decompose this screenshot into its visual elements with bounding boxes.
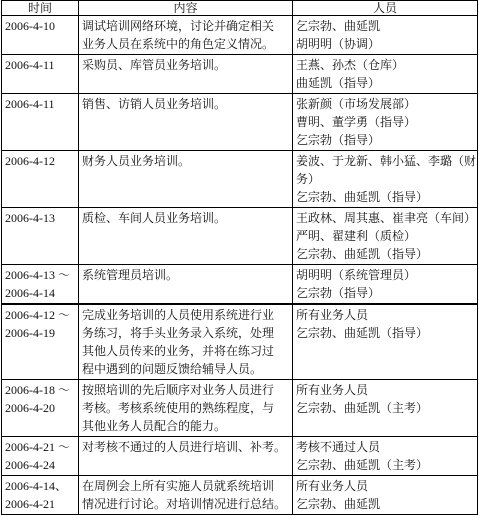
date-cell-line: 2006-4-21 ～ (5, 440, 70, 454)
content-cell (79, 151, 293, 208)
people-cell-line: 乞宗勃、曲延凯（主考） (296, 458, 429, 472)
content-cell (79, 437, 293, 476)
people-cell-line: 乞宗勃、曲延凯（指导） (296, 326, 429, 340)
table-row (2, 265, 478, 305)
date-cell (2, 16, 79, 55)
date-cell-line: 2006-4-18 ～ (5, 383, 70, 397)
people-cell (293, 94, 478, 151)
content-cell-line: 销售、访销人员业务培训。 (82, 97, 227, 111)
people-cell (293, 265, 478, 305)
content-cell-line: 其他人员传来的业务，并将在练习过 (82, 344, 275, 358)
date-cell-line: 2006-4-12 (5, 154, 55, 168)
header-row (2, 1, 478, 16)
people-cell-line: 王政林、周其惠、崔聿亮（车间） (296, 211, 477, 225)
date-cell (2, 437, 79, 476)
date-cell (2, 208, 79, 265)
content-cell (79, 476, 293, 515)
date-cell-line: 2006-4-24 (5, 458, 55, 472)
people-cell-line: 姜波、于龙新、韩小猛、李璐（财 (296, 154, 477, 168)
people-cell-line: 胡明明（系统管理员） (296, 268, 417, 282)
date-cell (2, 94, 79, 151)
training-schedule (1, 0, 477, 511)
content-cell-line: 系统管理员培训。 (82, 268, 179, 282)
date-cell (2, 304, 79, 380)
date-cell-line: 2006-4-21 (5, 497, 55, 511)
date-cell-line: 2006-4-20 (5, 401, 55, 415)
table-row (2, 94, 478, 151)
table-row (2, 380, 478, 437)
date-cell (2, 476, 79, 515)
people-cell-line: 曹明、董学勇（指导） (296, 115, 417, 129)
date-cell (2, 151, 79, 208)
date-cell-line: 2006-4-14、 (5, 479, 67, 493)
table-row (2, 437, 478, 476)
date-cell (2, 380, 79, 437)
table-row (2, 304, 478, 380)
date-cell-line: 2006-4-14 (5, 286, 55, 300)
people-cell (293, 208, 478, 265)
content-cell-line: 其他业务人员配合的能力。 (82, 419, 227, 433)
people-cell-line: 乞宗勃、曲延凯（主考） (296, 401, 429, 415)
content-cell-line: 务练习，将手头业务录入系统，处理 (82, 326, 275, 340)
date-cell-line: 2006-4-11 (5, 58, 55, 72)
date-cell-line: 2006-4-19 (5, 326, 55, 340)
people-cell-line: 乞宗勃、曲延凯 (296, 19, 381, 33)
content-cell-line: 调试培训网络环境，讨论并确定相关 (82, 19, 275, 33)
people-cell-line: 乞宗勃、曲延凯（指导） (296, 247, 429, 261)
people-cell-line: 乞宗勃、曲延凯（指导） (296, 190, 429, 204)
content-cell-line: 情况进行讨论。对培训情况进行总结。 (82, 497, 287, 511)
people-cell (293, 476, 478, 515)
header-content: 内容 (79, 1, 293, 16)
date-cell-line: 2006-4-11 (5, 97, 55, 111)
content-cell-line: 质检、车间人员业务培训。 (82, 211, 227, 225)
people-cell-line: 所有业务人员 (296, 479, 369, 493)
table-row (2, 16, 478, 55)
content-cell-line: 在周例会上所有实施人员就系统培训 (82, 479, 275, 493)
people-cell-line: 胡明明（协调） (296, 37, 381, 51)
people-cell-line: 乞宗勃（指导） (296, 133, 381, 147)
people-cell-line: 乞宗勃、曲延凯 (296, 497, 381, 511)
content-cell-line: 对考核不通过的人员进行培训、补考。 (82, 440, 287, 454)
content-cell (79, 94, 293, 151)
people-cell-line: 张新颜（市场发展部） (296, 97, 417, 111)
header-time: 时间 (2, 1, 79, 16)
people-cell (293, 437, 478, 476)
date-cell (2, 265, 79, 305)
people-cell (293, 55, 478, 94)
content-cell (79, 55, 293, 94)
content-cell-line: 按照培训的先后顺序对业务人员进行 (82, 383, 275, 397)
people-cell (293, 304, 478, 380)
people-cell (293, 380, 478, 437)
content-cell-line: 采购员、库管员业务培训。 (82, 58, 227, 72)
people-cell (293, 151, 478, 208)
content-cell (79, 380, 293, 437)
people-cell-line: 所有业务人员 (296, 383, 369, 397)
people-cell-line: 考核不通过人员 (296, 440, 381, 454)
people-cell-line: 务） (296, 172, 321, 186)
date-cell-line: 2006-4-13 ～ (5, 268, 70, 282)
table-row (2, 55, 478, 94)
table-row (2, 151, 478, 208)
content-cell-line: 程中遇到的问题反馈给辅导人员。 (82, 362, 263, 376)
content-cell-line: 完成业务培训的人员使用系统进行业 (82, 308, 275, 322)
table-row (2, 208, 478, 265)
date-cell (2, 55, 79, 94)
content-cell-line: 考核。考核系统使用的熟练程度，与 (82, 401, 275, 415)
content-cell (79, 304, 293, 380)
people-cell-line: 曲延凯（指导） (296, 76, 381, 90)
content-cell-line: 业务人员在系统中的角色定义情况。 (82, 37, 275, 51)
people-cell (293, 16, 478, 55)
content-cell-line: 财务人员业务培训。 (82, 154, 191, 168)
date-cell-line: 2006-4-12 ～ (5, 308, 70, 322)
header-people: 人员 (293, 1, 478, 16)
table-row (2, 476, 478, 515)
people-cell-line: 乞宗勃（指导） (296, 286, 381, 300)
schedule-table (1, 0, 478, 515)
content-cell (79, 265, 293, 305)
date-cell-line: 2006-4-10 (5, 19, 55, 33)
people-cell-line: 王燕、孙杰（仓库） (296, 58, 405, 72)
date-cell-line: 2006-4-13 (5, 211, 55, 225)
people-cell-line: 严明、翟建利（质检） (296, 229, 417, 243)
people-cell-line: 所有业务人员 (296, 308, 369, 322)
content-cell (79, 16, 293, 55)
content-cell (79, 208, 293, 265)
